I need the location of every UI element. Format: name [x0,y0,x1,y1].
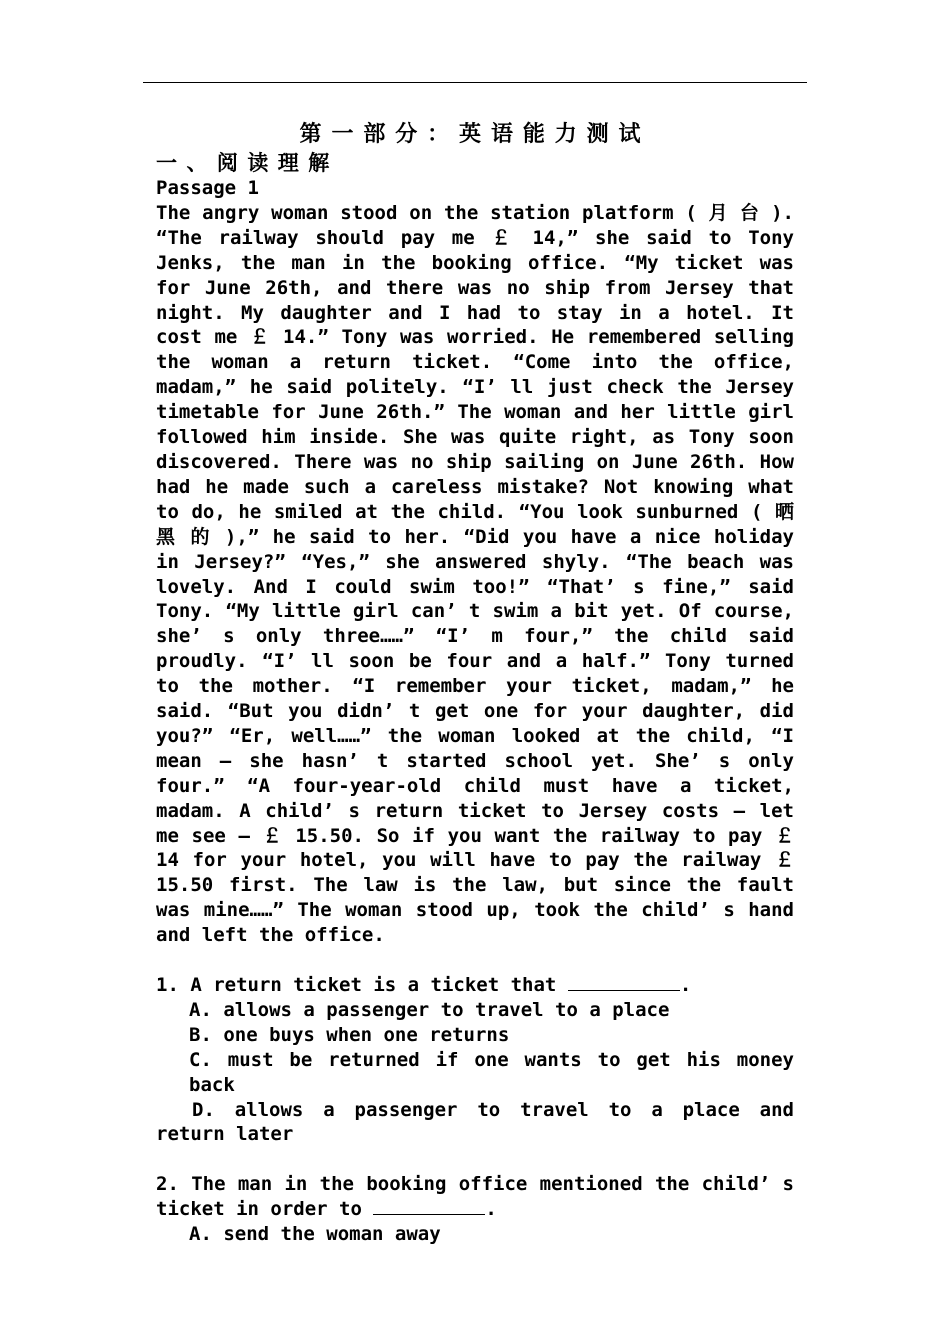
question-stem-text: 1. A return ticket is a ticket that [156,973,568,996]
document-body [156,120,794,1247]
question-2 [156,1172,794,1247]
option-a: A. allows a passenger to travel to a place [189,998,670,1021]
spacer [156,948,794,973]
question-stem-end: . [679,973,692,996]
header-rule [143,82,807,83]
option-c: C. must be returned if one wants to get his money back [189,1048,794,1096]
question-stem [156,973,794,998]
passage-label: Passage 1 [156,177,259,199]
option-a: A. send the woman away [189,1223,441,1246]
question-1 [156,973,794,1147]
answer-blank [568,973,680,991]
section-heading: 一、阅读理解 [156,151,339,175]
question-stem-text: 2. The man in the booking office mentioned the child’ s ticket in order to [156,1173,794,1221]
page-title: 第一部分：英语能力测试 [299,122,651,147]
question-stem-end: . [485,1198,497,1221]
option-b: B. one buys when one returns [189,1023,510,1046]
passage-text: The angry woman stood on the station platform ( 月 台 ). “The railway should pay me ￡ 14,” she said to Tony Jenks, the man in the booking office. “My ticket was for June 26th, and there was no ship from Jersey that night. My daughter and I had to stay in a hotel. It cost me ￡ 14.” Tony was worried. He remembered selling the woman a return ticket. “Come into the office, madam,” he said politely. “I’ ll just check the Jersey timetable for June 26th.” The woman and her little girl followed him inside. She was quite right, as Tony soon discovered. There was no ship sailing on June 26th. How had he made such a careless mistake? Not knowing what to do, he smiled at the child. “You look sunburned ( 晒 黑 的 ),” he said to her. “Did you have a nice holiday in Jersey?” “Yes,” she answered shyly. “The beach was lovely. And I could swim too!” “That’ s fine,” said Tony. “My little girl can’ t swim a bit yet. Of course, she’ s only three……” “I’ m four,” the child said proudly. “I’ ll soon be four and a half.” Tony turned to the mother. “I remember your ticket, madam,” he said. “But you didn’ t get one for your daughter, did you?” “Er, well……” the woman looked at the child, “I mean — she hasn’ t started school yet. She’ s only four.” “A four-year-old child must have a ticket, madam. A child’ s return ticket to Jersey costs — let me see — ￡ 15.50. So if you want the railway to pay ￡ 14 for your hotel, you will have to pay the railway ￡ 15.50 first. The law is the law, but since the fault was mine……” The woman stood up, took the child’ s hand and left the office. [156,201,794,947]
option-d: D. allows a passenger to travel to a place and return later [156,1098,794,1146]
spacer [156,1147,794,1172]
answer-blank [373,1197,485,1215]
question-stem [156,1172,794,1222]
